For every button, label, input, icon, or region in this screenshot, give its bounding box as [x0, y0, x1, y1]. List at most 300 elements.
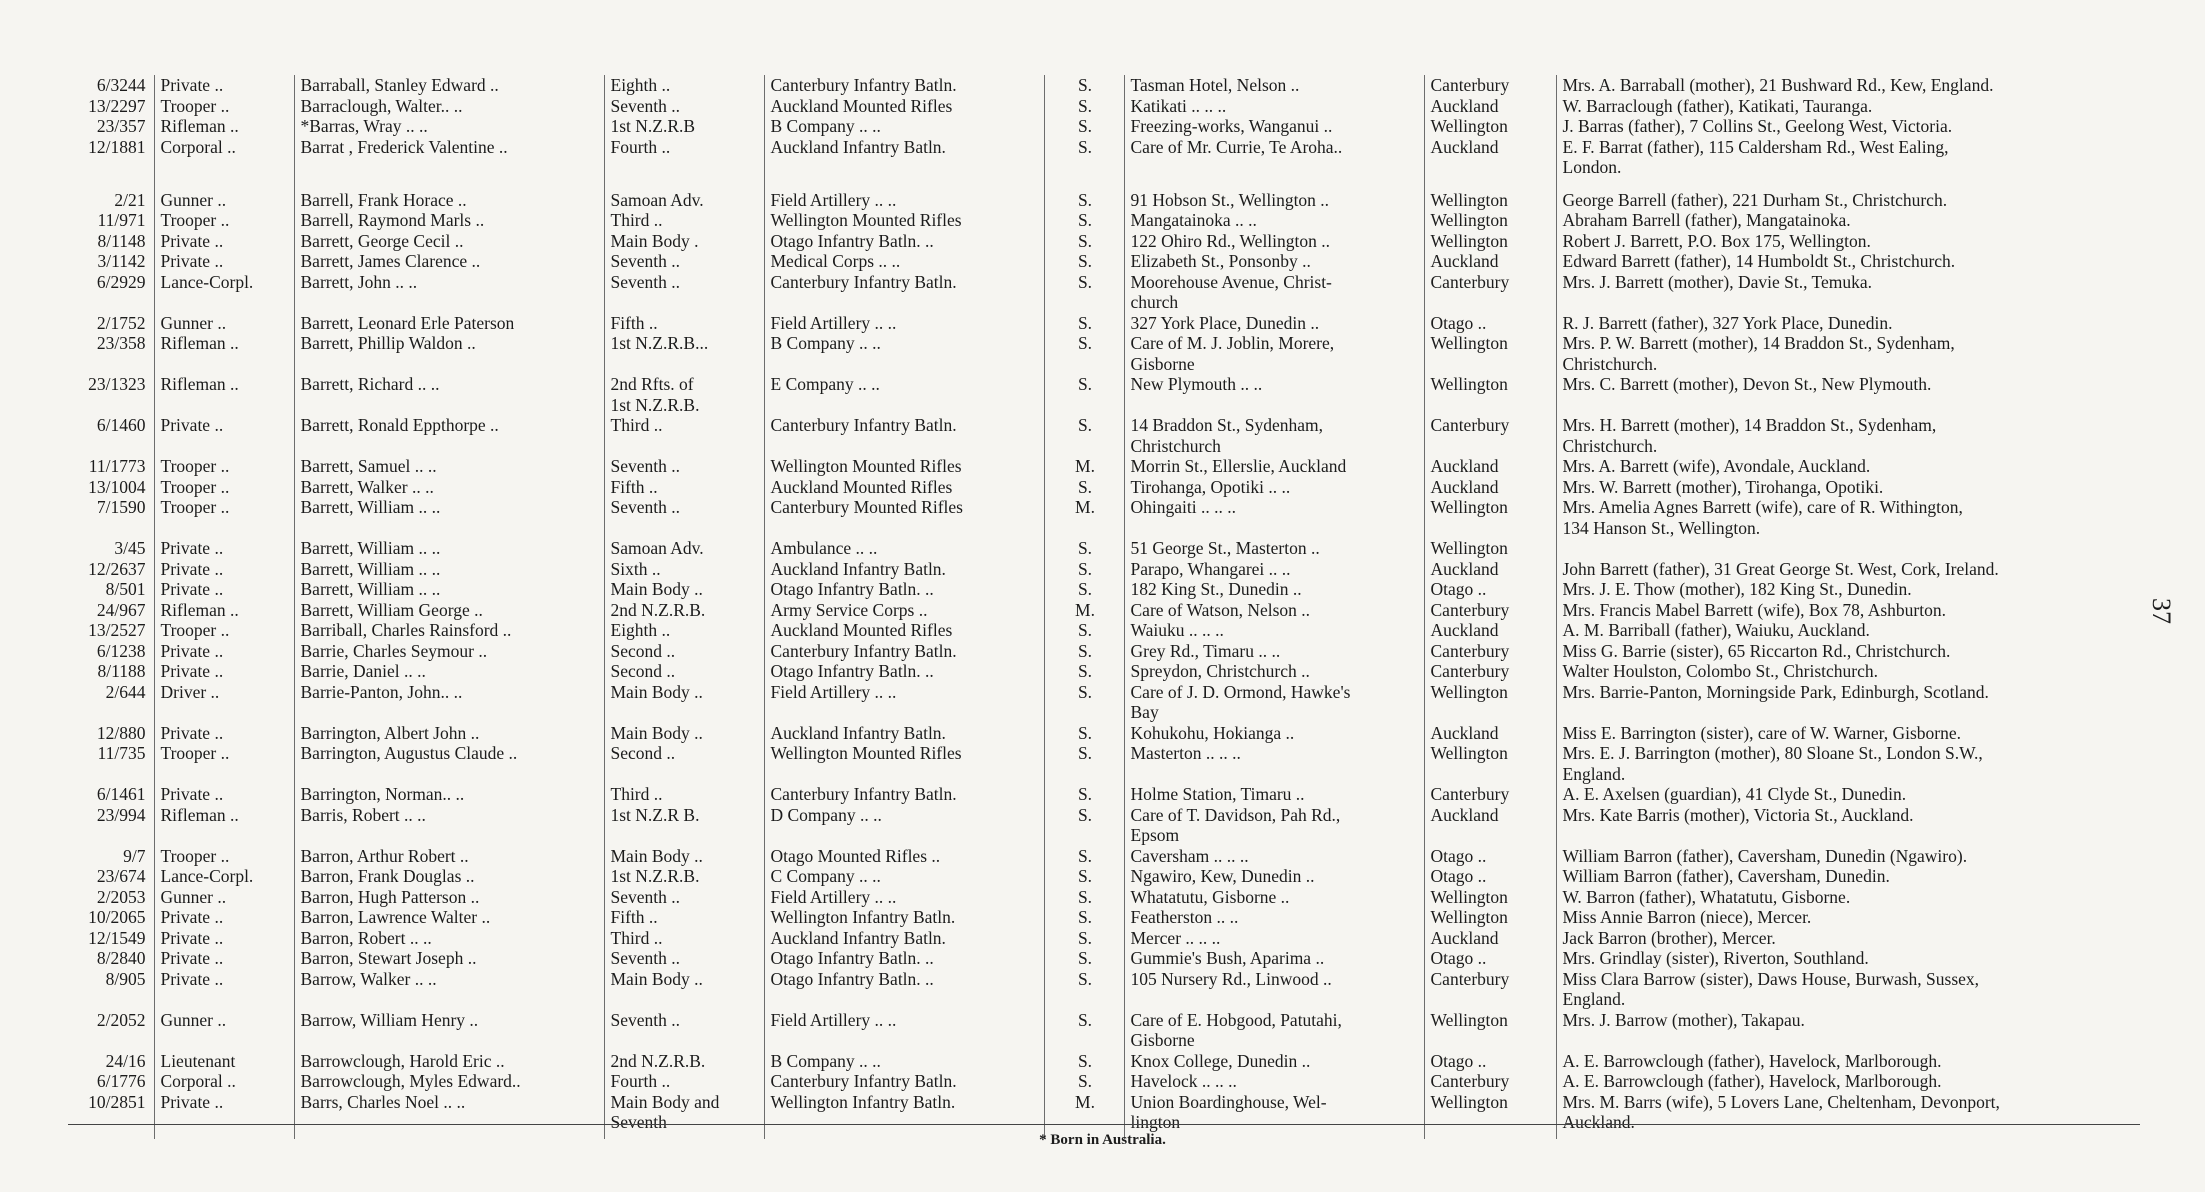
unit-cell: Wellington Mounted Rifles [764, 210, 1044, 231]
table-row [68, 251, 2140, 272]
soldier-name-cell: Barrett, William .. .. [294, 559, 604, 580]
last-address-cell: Care of Watson, Nelson .. [1124, 600, 1424, 621]
rank-cell: Gunner .. [154, 1010, 294, 1051]
unit-cell: Auckland Infantry Batln. [764, 928, 1044, 949]
table-row [68, 969, 2140, 1010]
next-of-kin-cell: Jack Barron (brother), Mercer. [1556, 928, 2140, 949]
last-address-cell: Care of M. J. Joblin, Morere, Gisborne [1124, 333, 1424, 374]
rank-cell: Trooper .. [154, 620, 294, 641]
unit-cell: Canterbury Infantry Batln. [764, 75, 1044, 96]
district-cell: Wellington [1424, 1010, 1556, 1051]
unit-cell: Wellington Mounted Rifles [764, 743, 1044, 784]
draft-cell: Fifth .. [604, 477, 764, 498]
draft-cell: 2nd N.Z.R.B. [604, 1051, 764, 1072]
rank-cell: Trooper .. [154, 210, 294, 231]
unit-cell: Auckland Infantry Batln. [764, 559, 1044, 580]
next-of-kin-cell: Miss Clara Barrow (sister), Daws House, Burwash, Sussex, England. [1556, 969, 2140, 1010]
draft-cell: Main Body .. [604, 682, 764, 723]
rank-cell: Private .. [154, 75, 294, 96]
unit-cell: Wellington Infantry Batln. [764, 907, 1044, 928]
rank-cell: Trooper .. [154, 96, 294, 117]
unit-cell: Otago Infantry Batln. .. [764, 969, 1044, 1010]
district-cell: Auckland [1424, 96, 1556, 117]
soldier-name-cell: Barron, Hugh Patterson .. [294, 887, 604, 908]
regimental-number-cell: 12/2637 [88, 558, 146, 579]
table-row [68, 907, 2140, 928]
marital-status-cell: S. [1044, 477, 1124, 498]
last-address-cell: Kohukohu, Hokianga .. [1124, 723, 1424, 744]
regimental-number-cell: 2/1752 [96, 312, 146, 333]
rank-cell: Private .. [154, 907, 294, 928]
soldier-name-cell: Barron, Frank Douglas .. [294, 866, 604, 887]
last-address-cell: Ngawiro, Kew, Dunedin .. [1124, 866, 1424, 887]
nominal-roll-table [68, 75, 2140, 1139]
unit-cell: Field Artillery .. .. [764, 682, 1044, 723]
table-row [68, 456, 2140, 477]
last-address-cell: 182 King St., Dunedin .. [1124, 579, 1424, 600]
marital-status-cell: S. [1044, 313, 1124, 334]
rank-cell: Private .. [154, 723, 294, 744]
last-address-cell: Gummie's Bush, Aparima .. [1124, 948, 1424, 969]
regimental-number-cell: 24/16 [105, 1050, 146, 1071]
next-of-kin-cell: Mrs. H. Barrett (mother), 14 Braddon St., Sydenham, Christchurch. [1556, 415, 2140, 456]
soldier-name-cell: Barrett, George Cecil .. [294, 231, 604, 252]
marital-status-cell: S. [1044, 1071, 1124, 1092]
next-of-kin-cell: John Barrett (father), 31 Great George St. West, Cork, Ireland. [1556, 559, 2140, 580]
next-of-kin-cell: Mrs. W. Barrett (mother), Tirohanga, Opotiki. [1556, 477, 2140, 498]
district-cell: Wellington [1424, 907, 1556, 928]
next-of-kin-cell: E. F. Barrat (father), 115 Caldersham Rd., West Ealing, London. [1556, 137, 2140, 178]
district-cell: Auckland [1424, 723, 1556, 744]
soldier-name-cell: Barrowclough, Harold Eric .. [294, 1051, 604, 1072]
next-of-kin-cell: R. J. Barrett (father), 327 York Place, Dunedin. [1556, 313, 2140, 334]
table-row [68, 723, 2140, 744]
spacer-cell [154, 178, 294, 190]
last-address-cell: 14 Braddon St., Sydenham, Christchurch [1124, 415, 1424, 456]
draft-cell: Second .. [604, 743, 764, 784]
unit-cell: Canterbury Infantry Batln. [764, 272, 1044, 313]
rank-cell: Private .. [154, 538, 294, 559]
regimental-number-cell: 11/735 [97, 743, 146, 763]
marital-status-cell: S. [1044, 190, 1124, 211]
soldier-name-cell: Barrat , Frederick Valentine .. [294, 137, 604, 178]
soldier-name-cell: Barrow, Walker .. .. [294, 969, 604, 1010]
marital-status-cell: M. [1044, 456, 1124, 477]
rank-cell: Rifleman .. [154, 600, 294, 621]
next-of-kin-cell: A. M. Barriball (father), Waiuku, Auckland. [1556, 620, 2140, 641]
next-of-kin-cell: Mrs. M. Barrs (wife), 5 Lovers Lane, Cheltenham, Devonport, Auckland. [1556, 1092, 2140, 1139]
marital-status-cell: S. [1044, 928, 1124, 949]
table-row [68, 210, 2140, 231]
last-address-cell: Union Boardinghouse, Wel- lington [1124, 1092, 1424, 1139]
soldier-name-cell: Barrington, Albert John .. [294, 723, 604, 744]
regimental-number-cell: 6/1461 [96, 784, 146, 804]
soldier-name-cell: Barrowclough, Myles Edward.. [294, 1071, 604, 1092]
draft-cell: 2nd N.Z.R.B. [604, 600, 764, 621]
marital-status-cell: S. [1044, 805, 1124, 846]
next-of-kin-cell: Abraham Barrell (father), Mangatainoka. [1556, 210, 2140, 231]
regimental-number-cell: 13/2527 [88, 620, 146, 640]
unit-cell: Canterbury Infantry Batln. [764, 641, 1044, 662]
district-cell: Otago .. [1424, 866, 1556, 887]
unit-cell: Canterbury Infantry Batln. [764, 415, 1044, 456]
draft-cell: Third .. [604, 928, 764, 949]
last-address-cell: Whatatutu, Gisborne .. [1124, 887, 1424, 908]
next-of-kin-cell: J. Barras (father), 7 Collins St., Geelong West, Victoria. [1556, 116, 2140, 137]
rank-cell: Driver .. [154, 682, 294, 723]
next-of-kin-cell: William Barron (father), Caversham, Dunedin (Ngawiro). [1556, 846, 2140, 867]
district-cell: Wellington [1424, 210, 1556, 231]
marital-status-cell: S. [1044, 723, 1124, 744]
soldier-name-cell: Barrett, Walker .. .. [294, 477, 604, 498]
next-of-kin-cell: A. E. Barrowclough (father), Havelock, Marlborough. [1556, 1071, 2140, 1092]
last-address-cell: Care of T. Davidson, Pah Rd., Epsom [1124, 805, 1424, 846]
rank-cell: Gunner .. [154, 313, 294, 334]
table-row [68, 333, 2140, 374]
regimental-number-cell: 6/3244 [96, 75, 146, 95]
table-row [68, 231, 2140, 252]
soldier-name-cell: Barraclough, Walter.. .. [294, 96, 604, 117]
district-cell: Canterbury [1424, 661, 1556, 682]
row-spacer [68, 178, 2140, 190]
regimental-number-cell: 3/45 [114, 538, 146, 558]
rank-cell: Private .. [154, 251, 294, 272]
last-address-cell: Mangatainoka .. .. [1124, 210, 1424, 231]
district-cell: Wellington [1424, 1092, 1556, 1139]
last-address-cell: Holme Station, Timaru .. [1124, 784, 1424, 805]
last-address-cell: Ohingaiti .. .. .. [1124, 497, 1424, 538]
soldier-name-cell: Barrell, Frank Horace .. [294, 190, 604, 211]
district-cell: Canterbury [1424, 415, 1556, 456]
district-cell: Wellington [1424, 538, 1556, 559]
table-row [68, 579, 2140, 600]
last-address-cell: Waiuku .. .. .. [1124, 620, 1424, 641]
spacer-cell [1124, 178, 1424, 190]
last-address-cell: Knox College, Dunedin .. [1124, 1051, 1424, 1072]
regimental-number-cell: 11/1773 [88, 456, 146, 476]
marital-status-cell: S. [1044, 620, 1124, 641]
regimental-number-cell: 12/880 [96, 722, 146, 743]
draft-cell: Eighth .. [604, 75, 764, 96]
marital-status-cell: S. [1044, 75, 1124, 96]
unit-cell: Field Artillery .. .. [764, 1010, 1044, 1051]
last-address-cell: Spreydon, Christchurch .. [1124, 661, 1424, 682]
soldier-name-cell: Barrett, Samuel .. .. [294, 456, 604, 477]
last-address-cell: Grey Rd., Timaru .. .. [1124, 641, 1424, 662]
page-number: 37 [2147, 598, 2176, 624]
table-row [68, 313, 2140, 334]
table-row [68, 272, 2140, 313]
last-address-cell: Freezing-works, Wanganui .. [1124, 116, 1424, 137]
soldier-name-cell: Barrington, Norman.. .. [294, 784, 604, 805]
marital-status-cell: S. [1044, 272, 1124, 313]
soldier-name-cell: Barrett, James Clarence .. [294, 251, 604, 272]
district-cell: Canterbury [1424, 969, 1556, 1010]
regimental-number-cell: 12/1881 [88, 136, 146, 157]
district-cell: Auckland [1424, 137, 1556, 178]
draft-cell: 1st N.Z.R.B. [604, 866, 764, 887]
soldier-name-cell: Barriball, Charles Rainsford .. [294, 620, 604, 641]
table-row [68, 190, 2140, 211]
district-cell: Wellington [1424, 887, 1556, 908]
table-row [68, 374, 2140, 415]
table-row [68, 1051, 2140, 1072]
rank-cell: Trooper .. [154, 456, 294, 477]
regimental-number-cell: 23/358 [96, 333, 146, 353]
rank-cell: Gunner .. [154, 190, 294, 211]
rank-cell: Private .. [154, 641, 294, 662]
table-row [68, 497, 2140, 538]
soldier-name-cell: Barrett, William .. .. [294, 538, 604, 559]
unit-cell: B Company .. .. [764, 1051, 1044, 1072]
unit-cell: Otago Infantry Batln. .. [764, 231, 1044, 252]
district-cell: Wellington [1424, 374, 1556, 415]
last-address-cell: New Plymouth .. .. [1124, 374, 1424, 415]
marital-status-cell: S. [1044, 661, 1124, 682]
next-of-kin-cell: Mrs. Francis Mabel Barrett (wife), Box 78, Ashburton. [1556, 600, 2140, 621]
draft-cell: 1st N.Z.R B. [604, 805, 764, 846]
soldier-name-cell: Barrs, Charles Noel .. .. [294, 1092, 604, 1139]
unit-cell: Wellington Mounted Rifles [764, 456, 1044, 477]
draft-cell: Eighth .. [604, 620, 764, 641]
spacer-cell [1424, 178, 1556, 190]
district-cell: Wellington [1424, 743, 1556, 784]
next-of-kin-cell: Mrs. Barrie-Panton, Morningside Park, Edinburgh, Scotland. [1556, 682, 2140, 723]
draft-cell: Main Body .. [604, 846, 764, 867]
rank-cell: Private .. [154, 579, 294, 600]
soldier-name-cell: Barron, Lawrence Walter .. [294, 907, 604, 928]
regimental-number-cell: 8/1148 [97, 230, 146, 251]
next-of-kin-cell: Mrs. C. Barrett (mother), Devon St., New Plymouth. [1556, 374, 2140, 415]
draft-cell: Main Body .. [604, 969, 764, 1010]
regimental-number-cell: 23/994 [96, 804, 146, 825]
district-cell: Canterbury [1424, 784, 1556, 805]
unit-cell: Field Artillery .. .. [764, 190, 1044, 211]
last-address-cell: Care of J. D. Ormond, Hawke's Bay [1124, 682, 1424, 723]
regimental-number-cell: 23/357 [96, 116, 146, 136]
spacer-cell [68, 178, 154, 190]
last-address-cell: Parapo, Whangarei .. .. [1124, 559, 1424, 580]
draft-cell: 1st N.Z.R.B [604, 116, 764, 137]
marital-status-cell: S. [1044, 137, 1124, 178]
next-of-kin-cell: William Barron (father), Caversham, Dunedin. [1556, 866, 2140, 887]
table-row [68, 75, 2140, 96]
unit-cell: B Company .. .. [764, 333, 1044, 374]
next-of-kin-cell: Mrs. J. E. Thow (mother), 182 King St., Dunedin. [1556, 579, 2140, 600]
table-row [68, 846, 2140, 867]
soldier-name-cell: Barrie, Daniel .. .. [294, 661, 604, 682]
table-row [68, 661, 2140, 682]
last-address-cell: 105 Nursery Rd., Linwood .. [1124, 969, 1424, 1010]
unit-cell: Auckland Mounted Rifles [764, 620, 1044, 641]
rank-cell: Private .. [154, 661, 294, 682]
next-of-kin-cell: Miss E. Barrington (sister), care of W. Warner, Gisborne. [1556, 723, 2140, 744]
next-of-kin-cell: Walter Houlston, Colombo St., Christchurch. [1556, 661, 2140, 682]
draft-cell: Seventh .. [604, 887, 764, 908]
table-row [68, 784, 2140, 805]
last-address-cell: 51 George St., Masterton .. [1124, 538, 1424, 559]
table-row [68, 887, 2140, 908]
regimental-number-cell: 24/967 [96, 599, 146, 620]
soldier-name-cell: Barrington, Augustus Claude .. [294, 743, 604, 784]
last-address-cell: Havelock .. .. .. [1124, 1071, 1424, 1092]
draft-cell: 2nd Rfts. of 1st N.Z.R.B. [604, 374, 764, 415]
unit-cell: Canterbury Infantry Batln. [764, 1071, 1044, 1092]
district-cell: Auckland [1424, 251, 1556, 272]
footer-rule [68, 1124, 2140, 1125]
table-row [68, 682, 2140, 723]
draft-cell: Main Body . [604, 231, 764, 252]
regimental-number-cell: 7/1590 [96, 497, 146, 517]
unit-cell: Ambulance .. .. [764, 538, 1044, 559]
table-row [68, 116, 2140, 137]
soldier-name-cell: Barrow, William Henry .. [294, 1010, 604, 1051]
district-cell: Wellington [1424, 231, 1556, 252]
last-address-cell: Tirohanga, Opotiki .. .. [1124, 477, 1424, 498]
draft-cell: Seventh .. [604, 456, 764, 477]
regimental-number-cell: 8/1188 [97, 661, 146, 681]
marital-status-cell: M. [1044, 1092, 1124, 1139]
unit-cell: Otago Mounted Rifles .. [764, 846, 1044, 867]
regimental-number-cell: 2/21 [114, 189, 146, 210]
rank-cell: Trooper .. [154, 743, 294, 784]
district-cell: Canterbury [1424, 75, 1556, 96]
district-cell: Auckland [1424, 620, 1556, 641]
regimental-number-cell: 2/2052 [96, 1009, 146, 1030]
table-row [68, 538, 2140, 559]
soldier-name-cell: Barrell, Raymond Marls .. [294, 210, 604, 231]
unit-cell: Otago Infantry Batln. .. [764, 661, 1044, 682]
rank-cell: Gunner .. [154, 887, 294, 908]
next-of-kin-cell: Edward Barrett (father), 14 Humboldt St., Christchurch. [1556, 251, 2140, 272]
soldier-name-cell: Barrie, Charles Seymour .. [294, 641, 604, 662]
unit-cell: B Company .. .. [764, 116, 1044, 137]
next-of-kin-cell: Mrs. P. W. Barrett (mother), 14 Braddon St., Sydenham, Christchurch. [1556, 333, 2140, 374]
district-cell: Canterbury [1424, 600, 1556, 621]
unit-cell: C Company .. .. [764, 866, 1044, 887]
district-cell: Wellington [1424, 333, 1556, 374]
unit-cell: Canterbury Infantry Batln. [764, 784, 1044, 805]
soldier-name-cell: Barrett, Phillip Waldon .. [294, 333, 604, 374]
draft-cell: Third .. [604, 415, 764, 456]
rank-cell: Trooper .. [154, 477, 294, 498]
draft-cell: Second .. [604, 641, 764, 662]
draft-cell: Seventh .. [604, 272, 764, 313]
draft-cell: Main Body and Seventh [604, 1092, 764, 1139]
district-cell: Auckland [1424, 805, 1556, 846]
rank-cell: Corporal .. [154, 137, 294, 178]
unit-cell: Auckland Mounted Rifles [764, 477, 1044, 498]
soldier-name-cell: Barron, Stewart Joseph .. [294, 948, 604, 969]
marital-status-cell: S. [1044, 887, 1124, 908]
rank-cell: Corporal .. [154, 1071, 294, 1092]
draft-cell: Seventh .. [604, 948, 764, 969]
regimental-number-cell: 6/1776 [96, 1071, 146, 1091]
last-address-cell: Elizabeth St., Ponsonby .. [1124, 251, 1424, 272]
soldier-name-cell: Barrett, Leonard Erle Paterson [294, 313, 604, 334]
district-cell: Auckland [1424, 928, 1556, 949]
rank-cell: Private .. [154, 559, 294, 580]
next-of-kin-cell [1556, 538, 2140, 559]
draft-cell: Fourth .. [604, 137, 764, 178]
draft-cell: Samoan Adv. [604, 190, 764, 211]
draft-cell: 1st N.Z.R.B... [604, 333, 764, 374]
unit-cell: Otago Infantry Batln. .. [764, 948, 1044, 969]
rank-cell: Rifleman .. [154, 116, 294, 137]
next-of-kin-cell: Mrs. E. J. Barrington (mother), 80 Sloane St., London S.W., England. [1556, 743, 2140, 784]
marital-status-cell: S. [1044, 333, 1124, 374]
marital-status-cell: S. [1044, 866, 1124, 887]
table-row [68, 928, 2140, 949]
rank-cell: Trooper .. [154, 497, 294, 538]
marital-status-cell: S. [1044, 682, 1124, 723]
marital-status-cell: S. [1044, 415, 1124, 456]
unit-cell: Auckland Infantry Batln. [764, 137, 1044, 178]
unit-cell: Otago Infantry Batln. .. [764, 579, 1044, 600]
district-cell: Wellington [1424, 116, 1556, 137]
district-cell: Auckland [1424, 456, 1556, 477]
district-cell: Otago .. [1424, 948, 1556, 969]
last-address-cell: Care of Mr. Currie, Te Aroha.. [1124, 137, 1424, 178]
table-row [68, 805, 2140, 846]
table-row [68, 866, 2140, 887]
district-cell: Canterbury [1424, 641, 1556, 662]
draft-cell: Fourth .. [604, 1071, 764, 1092]
soldier-name-cell: Barrett, William George .. [294, 600, 604, 621]
next-of-kin-cell: Miss G. Barrie (sister), 65 Riccarton Rd., Christchurch. [1556, 641, 2140, 662]
last-address-cell: Featherston .. .. [1124, 907, 1424, 928]
unit-cell: Army Service Corps .. [764, 600, 1044, 621]
rank-cell: Trooper .. [154, 846, 294, 867]
marital-status-cell: S. [1044, 907, 1124, 928]
last-address-cell: Morrin St., Ellerslie, Auckland [1124, 456, 1424, 477]
draft-cell: Samoan Adv. [604, 538, 764, 559]
next-of-kin-cell: George Barrell (father), 221 Durham St., Christchurch. [1556, 190, 2140, 211]
regimental-number-cell: 11/971 [97, 210, 146, 230]
draft-cell: Sixth .. [604, 559, 764, 580]
rank-cell: Private .. [154, 1092, 294, 1139]
table-row [68, 641, 2140, 662]
marital-status-cell: S. [1044, 784, 1124, 805]
soldier-name-cell: Barrie-Panton, John.. .. [294, 682, 604, 723]
rank-cell: Rifleman .. [154, 333, 294, 374]
last-address-cell: Katikati .. .. .. [1124, 96, 1424, 117]
draft-cell: Fifth .. [604, 907, 764, 928]
marital-status-cell: S. [1044, 251, 1124, 272]
district-cell: Otago .. [1424, 313, 1556, 334]
unit-cell: D Company .. .. [764, 805, 1044, 846]
soldier-name-cell: Barrett, Ronald Eppthorpe .. [294, 415, 604, 456]
next-of-kin-cell: Mrs. A. Barraball (mother), 21 Bushward Rd., Kew, England. [1556, 75, 2140, 96]
table-row [68, 1010, 2140, 1051]
marital-status-cell: S. [1044, 1010, 1124, 1051]
district-cell: Otago .. [1424, 846, 1556, 867]
next-of-kin-cell: Mrs. Kate Barris (mother), Victoria St., Auckland. [1556, 805, 2140, 846]
district-cell: Otago .. [1424, 1051, 1556, 1072]
regimental-number-cell: 8/2840 [96, 948, 146, 968]
regimental-number-cell: 9/7 [123, 845, 146, 866]
district-cell: Wellington [1424, 682, 1556, 723]
marital-status-cell: M. [1044, 600, 1124, 621]
rank-cell: Private .. [154, 928, 294, 949]
marital-status-cell: S. [1044, 96, 1124, 117]
spacer-cell [294, 178, 604, 190]
rank-cell: Private .. [154, 969, 294, 1010]
table-row [68, 600, 2140, 621]
marital-status-cell: M. [1044, 497, 1124, 538]
last-address-cell: Moorehouse Avenue, Christ- church [1124, 272, 1424, 313]
soldier-name-cell: Barron, Robert .. .. [294, 928, 604, 949]
